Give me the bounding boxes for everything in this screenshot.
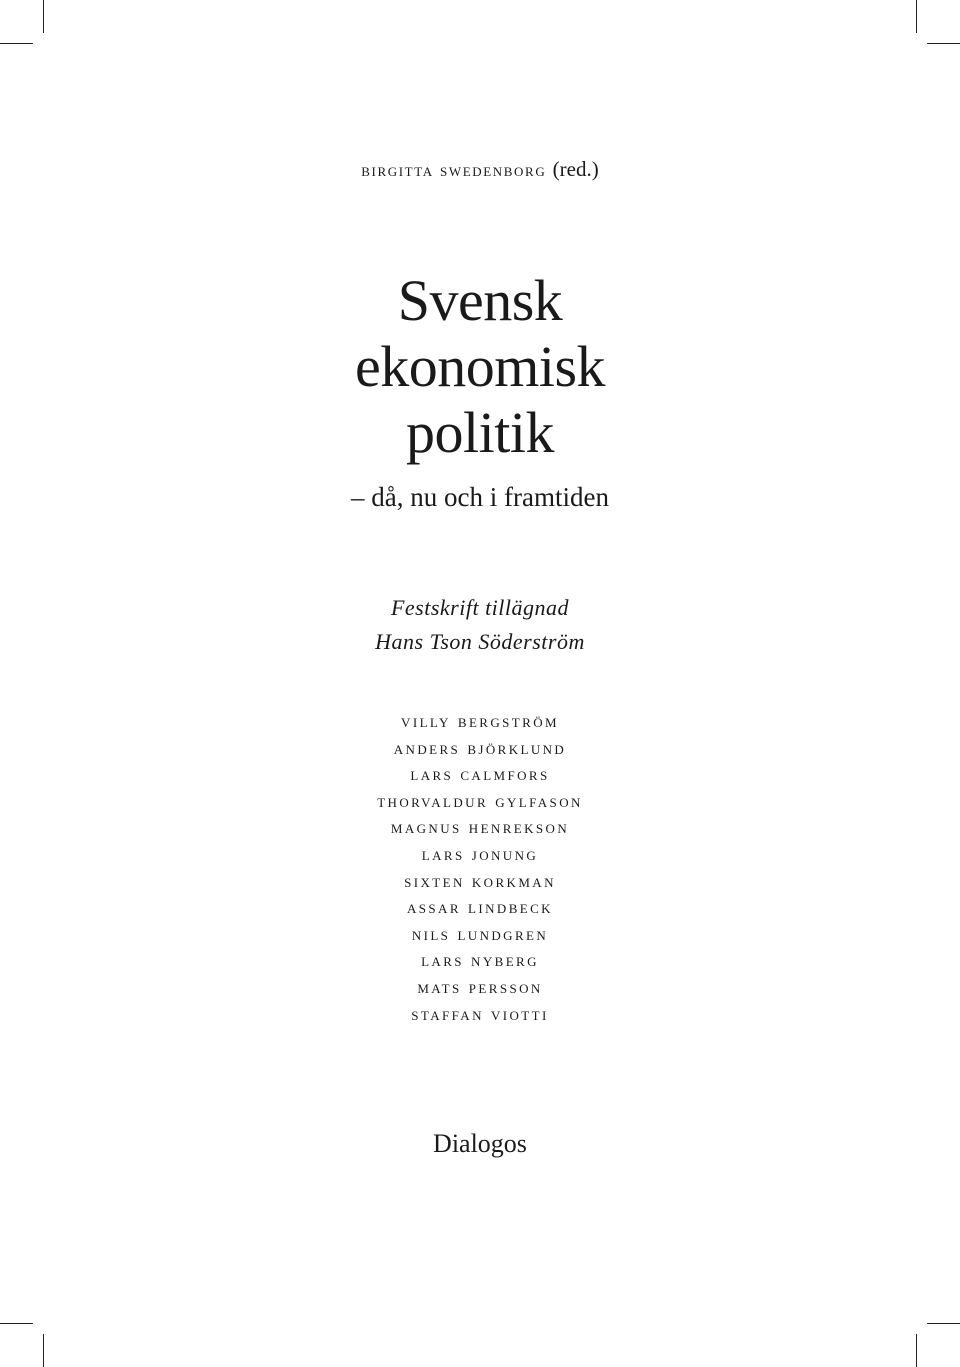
crop-mark-bottom-right-vertical [916,1334,917,1367]
author-name: villy bergström [401,711,559,732]
author-name: assar lindbeck [407,897,553,919]
author-name: anders björklund [393,737,567,759]
author-name: lars calmfors [410,764,550,786]
crop-mark-top-left-horizontal [0,43,33,44]
author-name: sixten korkman [404,870,556,892]
author-name: thorvaldur gylfason [377,790,583,812]
author-name: mats persson [417,976,543,998]
publisher-name: Dialogos [433,1129,527,1158]
editor-role: (red.) [552,157,599,181]
author-name: nils lundgren [411,923,549,945]
author-name: magnus henrekson [390,817,570,839]
dedication-line-2: Hans Tson Söderström [375,629,585,654]
author-list [0,709,960,1028]
crop-mark-top-right-vertical [916,0,917,33]
author-name: lars nyberg [421,950,539,972]
author-name: staffan viotti [411,1003,549,1025]
title-line-3: politik [406,400,554,465]
crop-mark-top-right-horizontal [927,43,960,44]
dedication-line-1: Festskrift tillägnad [390,595,570,620]
dedication [0,591,960,659]
title-line-1: Svensk [397,268,563,333]
editor-name: birgitta swedenborg [361,160,547,181]
author-name: lars jonung [421,843,539,865]
crop-mark-bottom-left-horizontal [0,1323,33,1324]
crop-mark-top-left-vertical [43,0,44,33]
crop-mark-bottom-right-horizontal [927,1323,960,1324]
book-subtitle: – då, nu och i framtiden [351,482,609,512]
title-line-2: ekonomisk [354,334,606,399]
crop-mark-bottom-left-vertical [43,1334,44,1367]
book-title [0,268,960,466]
editor-credit [0,157,960,182]
